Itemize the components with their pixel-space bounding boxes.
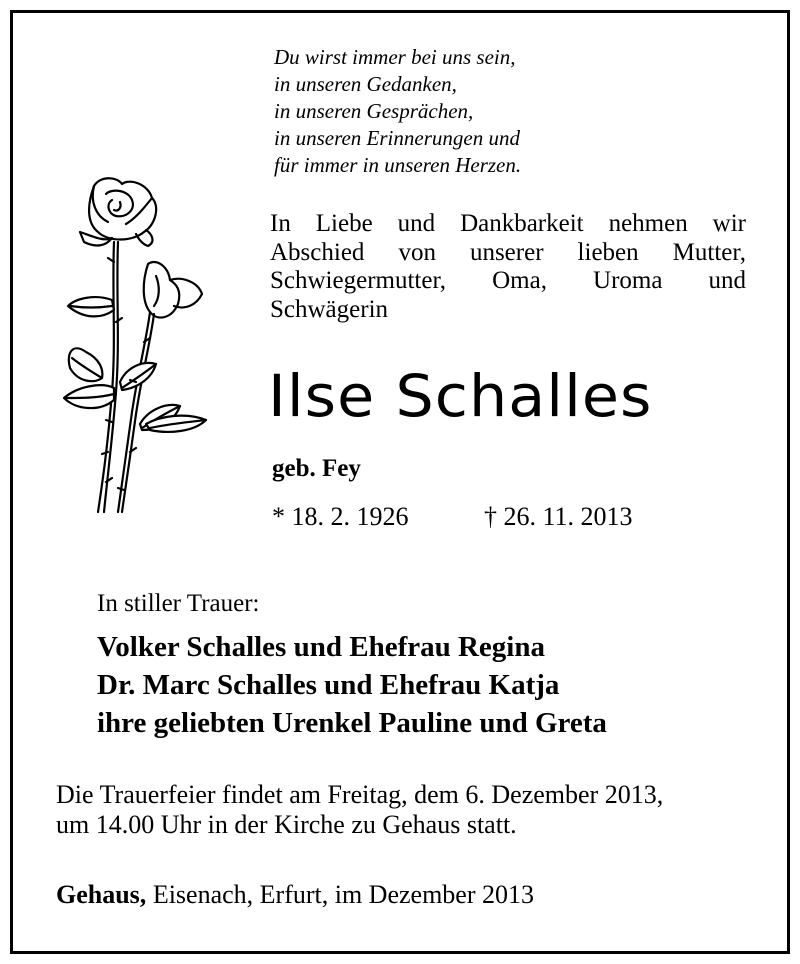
mourning-label: In stiller Trauer:	[97, 590, 260, 617]
mourner-entry: Dr. Marc Schalles und Ehefrau Katja	[97, 669, 560, 701]
place-date-line	[56, 880, 534, 910]
birth-date: * 18. 2. 1926	[272, 502, 409, 531]
death-date: † 26. 11. 2013	[484, 502, 633, 531]
intro-line: Schwägerin	[270, 295, 389, 323]
place-rest: Eisenach, Erfurt, im Dezember 2013	[146, 880, 535, 909]
poem-line: für immer in unseren Herzen.	[274, 153, 522, 177]
mourners-list	[97, 628, 607, 742]
intro-line: Abschied von unserer lieben Mutter,	[270, 238, 746, 266]
deceased-name: Ilse Schalles	[268, 362, 653, 430]
service-line: um 14.00 Uhr in der Kirche zu Gehaus statt.	[56, 810, 517, 839]
poem-line: in unseren Gedanken,	[274, 72, 457, 96]
poem-line: in unseren Gesprächen,	[274, 99, 474, 123]
place-town: Gehaus,	[56, 880, 147, 909]
mourner-entry: Volker Schalles und Ehefrau Regina	[97, 631, 545, 663]
intro-text	[270, 210, 746, 324]
poem-line: Du wirst immer bei uns sein,	[274, 45, 516, 69]
maiden-name: geb. Fey	[272, 455, 361, 482]
service-info	[56, 780, 663, 840]
rose-icon	[56, 172, 226, 522]
poem-line: in unseren Erinnerungen und	[274, 126, 520, 150]
memorial-poem	[274, 44, 521, 179]
intro-line: Schwiegermutter, Oma, Uroma und	[270, 267, 746, 294]
service-line: Die Trauerfeier findet am Freitag, dem 6. Dezember 2013,	[56, 780, 664, 809]
mourner-entry: ihre geliebten Urenkel Pauline und Greta	[97, 707, 607, 739]
intro-line: In Liebe und Dankbarkeit nehmen wir	[270, 210, 746, 237]
